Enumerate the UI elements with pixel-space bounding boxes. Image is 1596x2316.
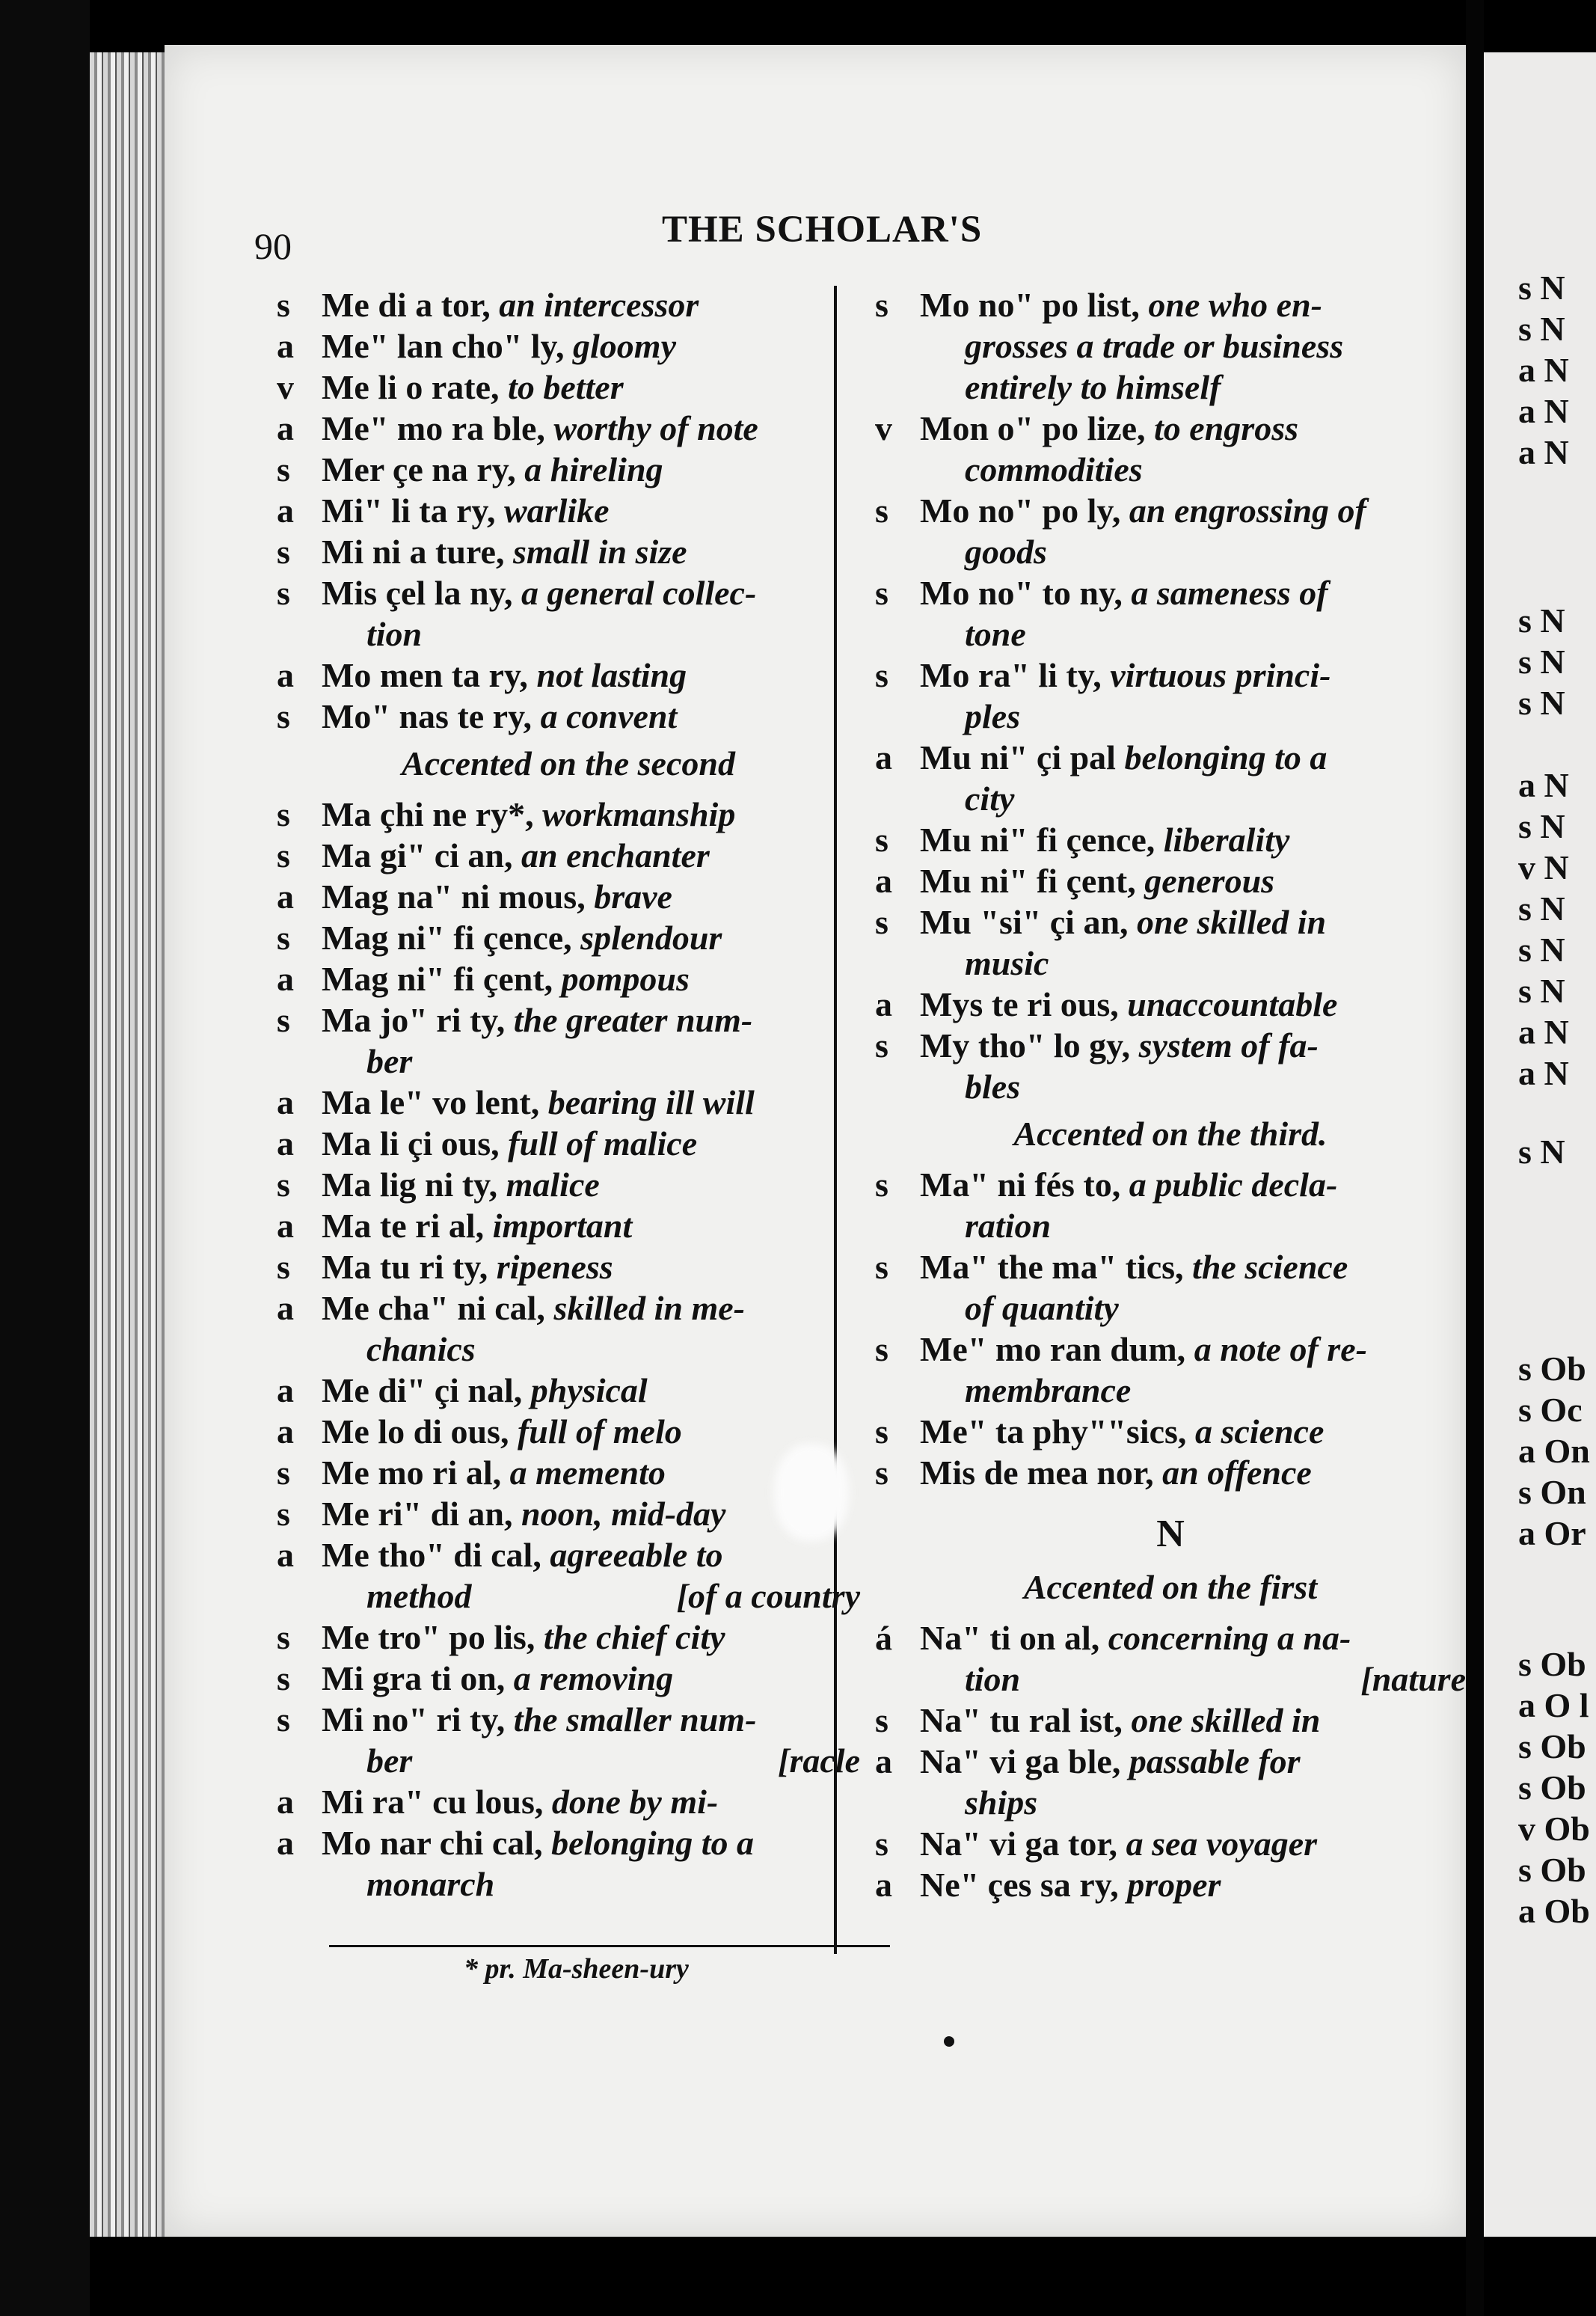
facing-page-line: s N [1518,310,1565,348]
definition-continuation: chanics [366,1330,476,1368]
part-of-speech-mark: s [875,1453,888,1492]
entry-word: Me mo ri al, [322,1453,502,1492]
entry-definition: the greater num- [513,1001,753,1039]
part-of-speech-mark: a [277,656,294,694]
dictionary-entry [875,901,1466,984]
dictionary-entry [277,572,860,655]
part-of-speech-mark: s [875,574,888,612]
dictionary-entry [277,1123,860,1164]
dictionary-entry [875,1452,1466,1493]
part-of-speech-mark: s [277,1248,290,1286]
entry-definition: noon, mid-day [521,1495,726,1533]
facing-page-line: a O l [1518,1686,1589,1724]
entry-word: Mag na" ni mous, [322,877,586,916]
part-of-speech-mark: v [875,409,892,447]
entry-definition: to better [508,368,624,406]
dictionary-entry [875,1411,1466,1452]
facing-page-line: s N [1518,601,1565,640]
dictionary-entry [277,696,860,737]
section-letter: N [1156,1513,1185,1555]
carried-over-fragment: [nature [1360,1660,1466,1698]
entry-definition: to engross [1154,409,1298,447]
entry-definition: workmanship [542,795,736,833]
dictionary-entry [875,1617,1466,1700]
entry-definition: full of melo [517,1412,682,1450]
facing-page-line: s N [1518,1133,1565,1171]
carried-over-fragment: [racle [778,1741,860,1780]
entry-word: Mo nar chi cal, [322,1824,543,1862]
entry-definition: a note of re- [1194,1330,1367,1368]
entry-word: Me li o rate, [322,368,500,406]
facing-page-line: s N [1518,269,1565,307]
definition-continuation: ships [965,1783,1038,1822]
part-of-speech-mark: a [277,1124,294,1162]
dictionary-entry [875,490,1466,572]
dictionary-entry [277,917,860,958]
part-of-speech-mark: s [875,491,888,530]
dictionary-entry [277,1205,860,1246]
part-of-speech-mark: s [277,533,290,571]
part-of-speech-mark: s [277,574,290,612]
dictionary-entry [875,284,1466,408]
entry-word: Mo no" po ly, [920,491,1121,530]
dictionary-entry [875,408,1466,490]
entry-definition: not lasting [536,656,687,694]
definition-continuation: tion [nature [965,1660,1466,1698]
entry-definition: gloomy [573,327,676,365]
definition-continuation: monarch [366,1865,495,1903]
entry-word: Ma" ni fés to, [920,1165,1121,1204]
entry-word: Mi ra" cu lous, [322,1783,544,1821]
entry-definition: belonging to a [551,1824,755,1862]
entry-definition: an offence [1162,1453,1312,1492]
footnote: * pr. Ma-sheen-ury [464,1953,689,1985]
entry-definition: system of fa- [1138,1026,1319,1064]
dictionary-entry [277,1246,860,1287]
facing-page-line: s Ob [1518,1851,1586,1889]
center-gutter [1466,0,1484,2316]
dictionary-entry [277,1411,860,1452]
entry-definition: ripeness [496,1248,613,1286]
part-of-speech-mark: a [875,862,892,900]
entry-definition: an enchanter [521,836,710,874]
entry-word: Ma tu ri ty, [322,1248,488,1286]
facing-page-line: s N [1518,972,1565,1010]
left-column [277,284,860,1905]
part-of-speech-mark: s [277,1700,290,1738]
paper-blemish [774,1444,849,1541]
facing-page-line: v N [1518,848,1569,886]
dictionary-entry [875,1025,1466,1107]
part-of-speech-mark: s [277,450,290,488]
facing-page-line: a N [1518,1054,1569,1092]
entry-definition: the smaller num- [513,1700,757,1738]
entry-word: Ma gi" ci an, [322,836,513,874]
dictionary-entry [277,1452,860,1493]
entry-definition: splendour [580,919,722,957]
definition-continuation: ration [965,1207,1052,1245]
dictionary-entry [875,1700,1466,1741]
definition-continuation: grosses a trade or business [965,327,1344,365]
entry-word: Na" ti on al, [920,1619,1100,1657]
entry-definition: brave [594,877,672,916]
entry-definition: one skilled in [1131,1701,1321,1739]
dictionary-entry [277,794,860,835]
entry-word: Mo ra" li ty, [920,656,1102,694]
dictionary-entry [277,1822,860,1905]
dictionary-entry [875,1823,1466,1864]
part-of-speech-mark: a [875,738,892,776]
entry-definition: virtuous princi- [1110,656,1331,694]
part-of-speech-mark: a [875,1866,892,1904]
dictionary-entry [277,1493,860,1534]
entry-word: Mu ni" çi pal [920,738,1116,776]
entry-word: Ma lig ni ty, [322,1165,498,1204]
entry-definition: the chief city [543,1618,725,1656]
section-subhead: Accented on the first [1023,1568,1318,1606]
part-of-speech-mark: s [277,1453,290,1492]
part-of-speech-mark: s [875,903,888,941]
footnote-rule [329,1945,890,1947]
part-of-speech-mark: s [277,1659,290,1697]
entry-word: Na" vi ga tor, [920,1825,1118,1863]
entry-definition: malice [506,1165,600,1204]
entry-word: Me di a tor, [322,286,491,324]
definition-continuation: goods [965,533,1047,571]
part-of-speech-mark: v [277,368,294,406]
part-of-speech-mark: a [277,327,294,365]
entry-word: Me tro" po lis, [322,1618,535,1656]
part-of-speech-mark: s [277,1495,290,1533]
part-of-speech-mark: a [277,409,294,447]
definition-continuation: bles [965,1067,1021,1106]
facing-page-line: s N [1518,889,1565,928]
entry-definition: a memento [509,1453,666,1492]
entry-definition: one skilled in [1137,903,1327,941]
entry-word: Ne" çes sa ry, [920,1866,1119,1904]
entry-word: Mag ni" fi çent, [322,960,553,998]
dictionary-entry [277,490,860,531]
entry-word: Me cha" ni cal, [322,1289,545,1327]
entry-definition: a sea voyager [1126,1825,1318,1863]
part-of-speech-mark: s [277,286,290,324]
entry-word: Ma le" vo lent, [322,1083,540,1121]
part-of-speech-mark: a [875,1742,892,1780]
part-of-speech-mark: a [277,1536,294,1574]
definition-continuation: ples [965,697,1021,735]
ink-dot [944,2036,954,2047]
entry-word: Mo" nas te ry, [322,697,532,735]
facing-page-line: s N [1518,931,1565,969]
dictionary-entry [277,531,860,572]
entry-word: Mi no" ri ty, [322,1700,506,1738]
definition-continuation: entirely to himself [965,368,1221,406]
dictionary-entry [277,1658,860,1699]
part-of-speech-mark: s [875,1330,888,1368]
entry-word: Me" ta phy""sics, [920,1412,1187,1450]
part-of-speech-mark: a [277,877,294,916]
entry-word: Mis de mea nor, [920,1453,1154,1492]
part-of-speech-mark: a [277,1824,294,1862]
facing-page-line: s N [1518,807,1565,845]
entry-definition: small in size [512,533,687,571]
dictionary-entry [875,572,1466,655]
entry-definition: the science [1192,1248,1348,1286]
entry-word: Na" tu ral ist, [920,1701,1123,1739]
entry-definition: proper [1127,1866,1221,1904]
part-of-speech-mark: s [875,821,888,859]
dictionary-entry [277,655,860,696]
dictionary-entry [277,1617,860,1658]
page-edges [90,52,172,2237]
entry-definition: a convent [540,697,678,735]
entry-word: Mu ni" fi çent, [920,862,1136,900]
part-of-speech-mark: s [875,1412,888,1450]
dictionary-entry [277,999,860,1082]
part-of-speech-mark: s [277,1165,290,1204]
part-of-speech-mark: s [875,1165,888,1204]
entry-word: Mu ni" fi çence, [920,821,1155,859]
entry-definition: an engrossing of [1129,491,1366,530]
part-of-speech-mark: s [277,836,290,874]
entry-word: Ma jo" ri ty, [322,1001,506,1039]
entry-definition: done by mi- [551,1783,719,1821]
entry-definition: passable for [1129,1742,1301,1780]
section-subhead: Accented on the second [402,744,735,782]
part-of-speech-mark: a [277,491,294,530]
entry-definition: full of malice [508,1124,698,1162]
page-number: 90 [254,225,292,267]
dictionary-entry [277,325,860,367]
entry-word: Ma te ri al, [322,1207,485,1245]
dictionary-entry [277,1534,860,1617]
entry-definition: an intercessor [499,286,699,324]
dictionary-entry [277,284,860,325]
part-of-speech-mark: a [875,985,892,1023]
entry-definition: liberality [1163,821,1290,859]
part-of-speech-mark: s [875,1026,888,1064]
facing-page-line: s N [1518,643,1565,681]
entry-word: Mu "si" çi an, [920,903,1129,941]
dictionary-entry [875,737,1466,819]
dictionary-entry [277,835,860,876]
entry-definition: agreeable to [550,1536,723,1574]
entry-word: Me ri" di an, [322,1495,513,1533]
definition-continuation: ber [racle [366,1741,860,1780]
entry-word: Mer çe na ry, [322,450,516,488]
dictionary-entry [277,1287,860,1370]
definition-continuation: method [of a country [366,1577,860,1615]
entry-definition: warlike [504,491,610,530]
part-of-speech-mark: s [277,795,290,833]
definition-continuation: city [965,779,1015,818]
part-of-speech-mark: a [277,1371,294,1409]
entry-word: Mi gra ti on, [322,1659,506,1697]
dictionary-entry [277,1370,860,1411]
dictionary-entry [875,1246,1466,1329]
part-of-speech-mark: a [277,1207,294,1245]
facing-page-line: a Ob [1518,1892,1590,1930]
entry-word: Mag ni" fi çence, [322,919,572,957]
entry-definition: pompous [561,960,690,998]
part-of-speech-mark: s [277,697,290,735]
running-head: THE SCHOLAR'S [662,209,983,251]
entry-definition: concerning a na- [1108,1619,1351,1657]
entry-word: Ma li çi ous, [322,1124,500,1162]
entry-definition: physical [530,1371,648,1409]
facing-page-line: s Ob [1518,1645,1586,1683]
entry-word: Mo no" po list, [920,286,1140,324]
entry-definition: a sameness of [1131,574,1328,612]
entry-definition: worthy of note [553,409,758,447]
dictionary-entry [277,1781,860,1822]
definition-continuation: ber [366,1042,413,1080]
dictionary-entry [875,1329,1466,1411]
facing-page-line: a N [1518,351,1569,389]
facing-page-line: s N [1518,684,1565,722]
facing-page-line: s Oc [1518,1391,1583,1429]
entry-word: Mi" li ta ry, [322,491,496,530]
entry-definition: one who en- [1148,286,1322,324]
dictionary-entry [875,1864,1466,1905]
part-of-speech-mark: s [875,1701,888,1739]
part-of-speech-mark: s [277,919,290,957]
entry-word: Ma" the ma" tics, [920,1248,1184,1286]
facing-page-line: a N [1518,433,1569,471]
entry-word: Me" mo ra ble, [322,409,545,447]
part-of-speech-mark: s [277,1618,290,1656]
dictionary-entry [875,819,1466,860]
dictionary-entry [875,1741,1466,1823]
dictionary-entry [875,984,1466,1025]
part-of-speech-mark: a [277,1083,294,1121]
entry-word: Me lo di ous, [322,1412,509,1450]
entry-definition: a general collec- [521,574,757,612]
facing-page-line: a N [1518,766,1569,804]
book-spine [0,0,90,2316]
entry-word: Ma çhi ne ry*, [322,795,534,833]
right-column [875,284,1466,1905]
dictionary-entry [277,1699,860,1781]
definition-continuation: tion [366,615,423,653]
entry-word: My tho" lo gy, [920,1026,1131,1064]
dictionary-entry [875,1164,1466,1246]
facing-page-line: s Ob [1518,1350,1586,1388]
entry-word: Mi ni a ture, [322,533,505,571]
entry-word: Me tho" di cal, [322,1536,541,1574]
dictionary-entry [277,1164,860,1205]
facing-page-line: v Ob [1518,1810,1590,1848]
entry-word: Me" mo ran dum, [920,1330,1186,1368]
definition-continuation: membrance [965,1371,1132,1409]
part-of-speech-mark: s [875,286,888,324]
dictionary-entry [277,1082,860,1123]
entry-definition: generous [1144,862,1275,900]
definition-continuation: commodities [965,450,1143,488]
facing-page-line: a N [1518,1013,1569,1051]
part-of-speech-mark: s [875,1248,888,1286]
part-of-speech-mark: á [875,1619,892,1657]
dictionary-entry [277,408,860,449]
entry-word: Mys te ri ous, [920,985,1119,1023]
entry-definition: skilled in me- [553,1289,745,1327]
facing-page-line: a Or [1518,1514,1586,1552]
entry-definition: a removing [513,1659,674,1697]
dictionary-entry [277,958,860,999]
facing-page-line: s Ob [1518,1768,1586,1807]
entry-definition: a science [1194,1412,1325,1450]
entry-word: Me" lan cho" ly, [322,327,565,365]
entry-word: Mis çel la ny, [322,574,513,612]
definition-continuation: music [965,944,1049,982]
definition-continuation: of quantity [965,1289,1119,1327]
definition-continuation: tone [965,615,1026,653]
carried-over-fragment: [of a country [676,1577,860,1615]
dictionary-entry [875,860,1466,901]
facing-page-line: a N [1518,392,1569,430]
part-of-speech-mark: s [277,1001,290,1039]
dictionary-entry [277,367,860,408]
entry-definition: unaccountable [1127,985,1338,1023]
part-of-speech-mark: s [875,1825,888,1863]
facing-page-line: a On [1518,1432,1590,1470]
dictionary-entry [277,876,860,917]
part-of-speech-mark: a [277,1289,294,1327]
entry-word: Na" vi ga ble, [920,1742,1121,1780]
facing-page-line: s Ob [1518,1727,1586,1765]
dictionary-entry [277,449,860,490]
entry-definition: a public decla- [1129,1165,1338,1204]
entry-word: Mon o" po lize, [920,409,1146,447]
entry-word: Me di" çi nal, [322,1371,523,1409]
part-of-speech-mark: s [875,656,888,694]
entry-definition: important [492,1207,633,1245]
dictionary-entry [875,655,1466,737]
entry-definition: belonging to a [1124,738,1328,776]
part-of-speech-mark: a [277,960,294,998]
facing-page-line: s On [1518,1473,1586,1511]
entry-definition: a hireling [524,450,663,488]
entry-definition: bearing ill will [547,1083,755,1121]
part-of-speech-mark: a [277,1412,294,1450]
entry-word: Mo no" to ny, [920,574,1123,612]
part-of-speech-mark: a [277,1783,294,1821]
entry-word: Mo men ta ry, [322,656,528,694]
section-subhead: Accented on the third. [1013,1115,1328,1153]
